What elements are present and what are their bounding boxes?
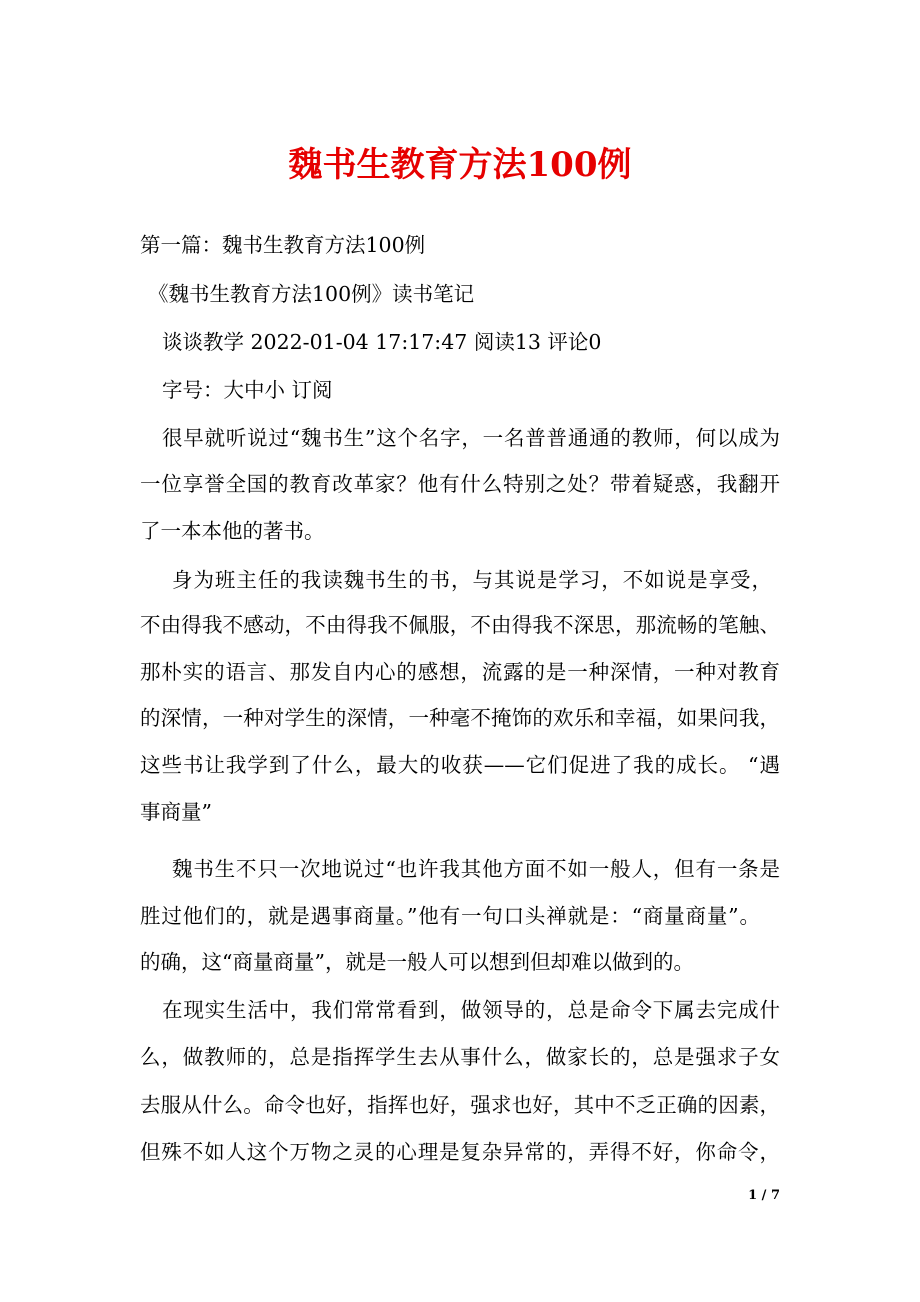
paragraph-line: 魏书生不只一次地说过“也许我其他方面不如一般人，但有一条是: [172, 857, 780, 881]
paragraph-line: 一位享誉全国的教育改革家？他有什么特别之处？带着疑惑，我翻开: [140, 472, 780, 496]
paragraph-line: 但殊不如人这个万物之灵的心理是复杂异常的，弄得不好，你命令，: [140, 1140, 780, 1164]
paragraph-line: 么，做教师的，总是指挥学生去从事什么，做家长的，总是强求子女: [140, 1045, 780, 1069]
paragraph-line: 在现实生活中，我们常常看到，做领导的，总是命令下属去完成什: [162, 998, 780, 1022]
subtitle-line: 《魏书生教育方法100例》读书笔记: [148, 282, 475, 306]
paragraph-line: 的深情，一种对学生的深情，一种毫不掩饰的欢乐和幸福，如果问我，: [140, 706, 780, 730]
paragraph-line: 事商量”: [140, 800, 212, 824]
paragraph-line: 这些书让我学到了什么，最大的收获——它们促进了我的成长。 “遇: [140, 753, 780, 777]
document-title: 魏书生教育方法100例: [288, 145, 632, 185]
paragraph-line: 身为班主任的我读魏书生的书，与其说是学习，不如说是享受，: [172, 568, 772, 592]
meta-line: 谈谈教学 2022-01-04 17:17:47 阅读13 评论0: [162, 330, 602, 354]
font-size-line: 字号：大中小 订阅: [162, 378, 333, 402]
paragraph-line: 那朴实的语言、那发自内心的感想，流露的是一种深情，一种对教育: [140, 660, 780, 684]
paragraph-line: 去服从什么。命令也好，指挥也好，强求也好，其中不乏正确的因素，: [140, 1093, 780, 1117]
paragraph-line: 胜过他们的，就是遇事商量。”他有一句口头禅就是：“商量商量”。: [140, 904, 760, 928]
paragraph-line: 的确，这“商量商量”，就是一般人可以想到但却难以做到的。: [140, 950, 694, 974]
page-number: 1 / 7: [748, 1188, 780, 1203]
paragraph-line: 不由得我不感动，不由得我不佩服，不由得我不深思，那流畅的笔触、: [140, 613, 780, 637]
paragraph-line: 了一本本他的著书。: [140, 519, 325, 543]
paragraph-line: 很早就听说过“魏书生”这个名字，一名普普通通的教师，何以成为: [162, 426, 780, 450]
section-heading: 第一篇：魏书生教育方法100例: [140, 233, 426, 257]
